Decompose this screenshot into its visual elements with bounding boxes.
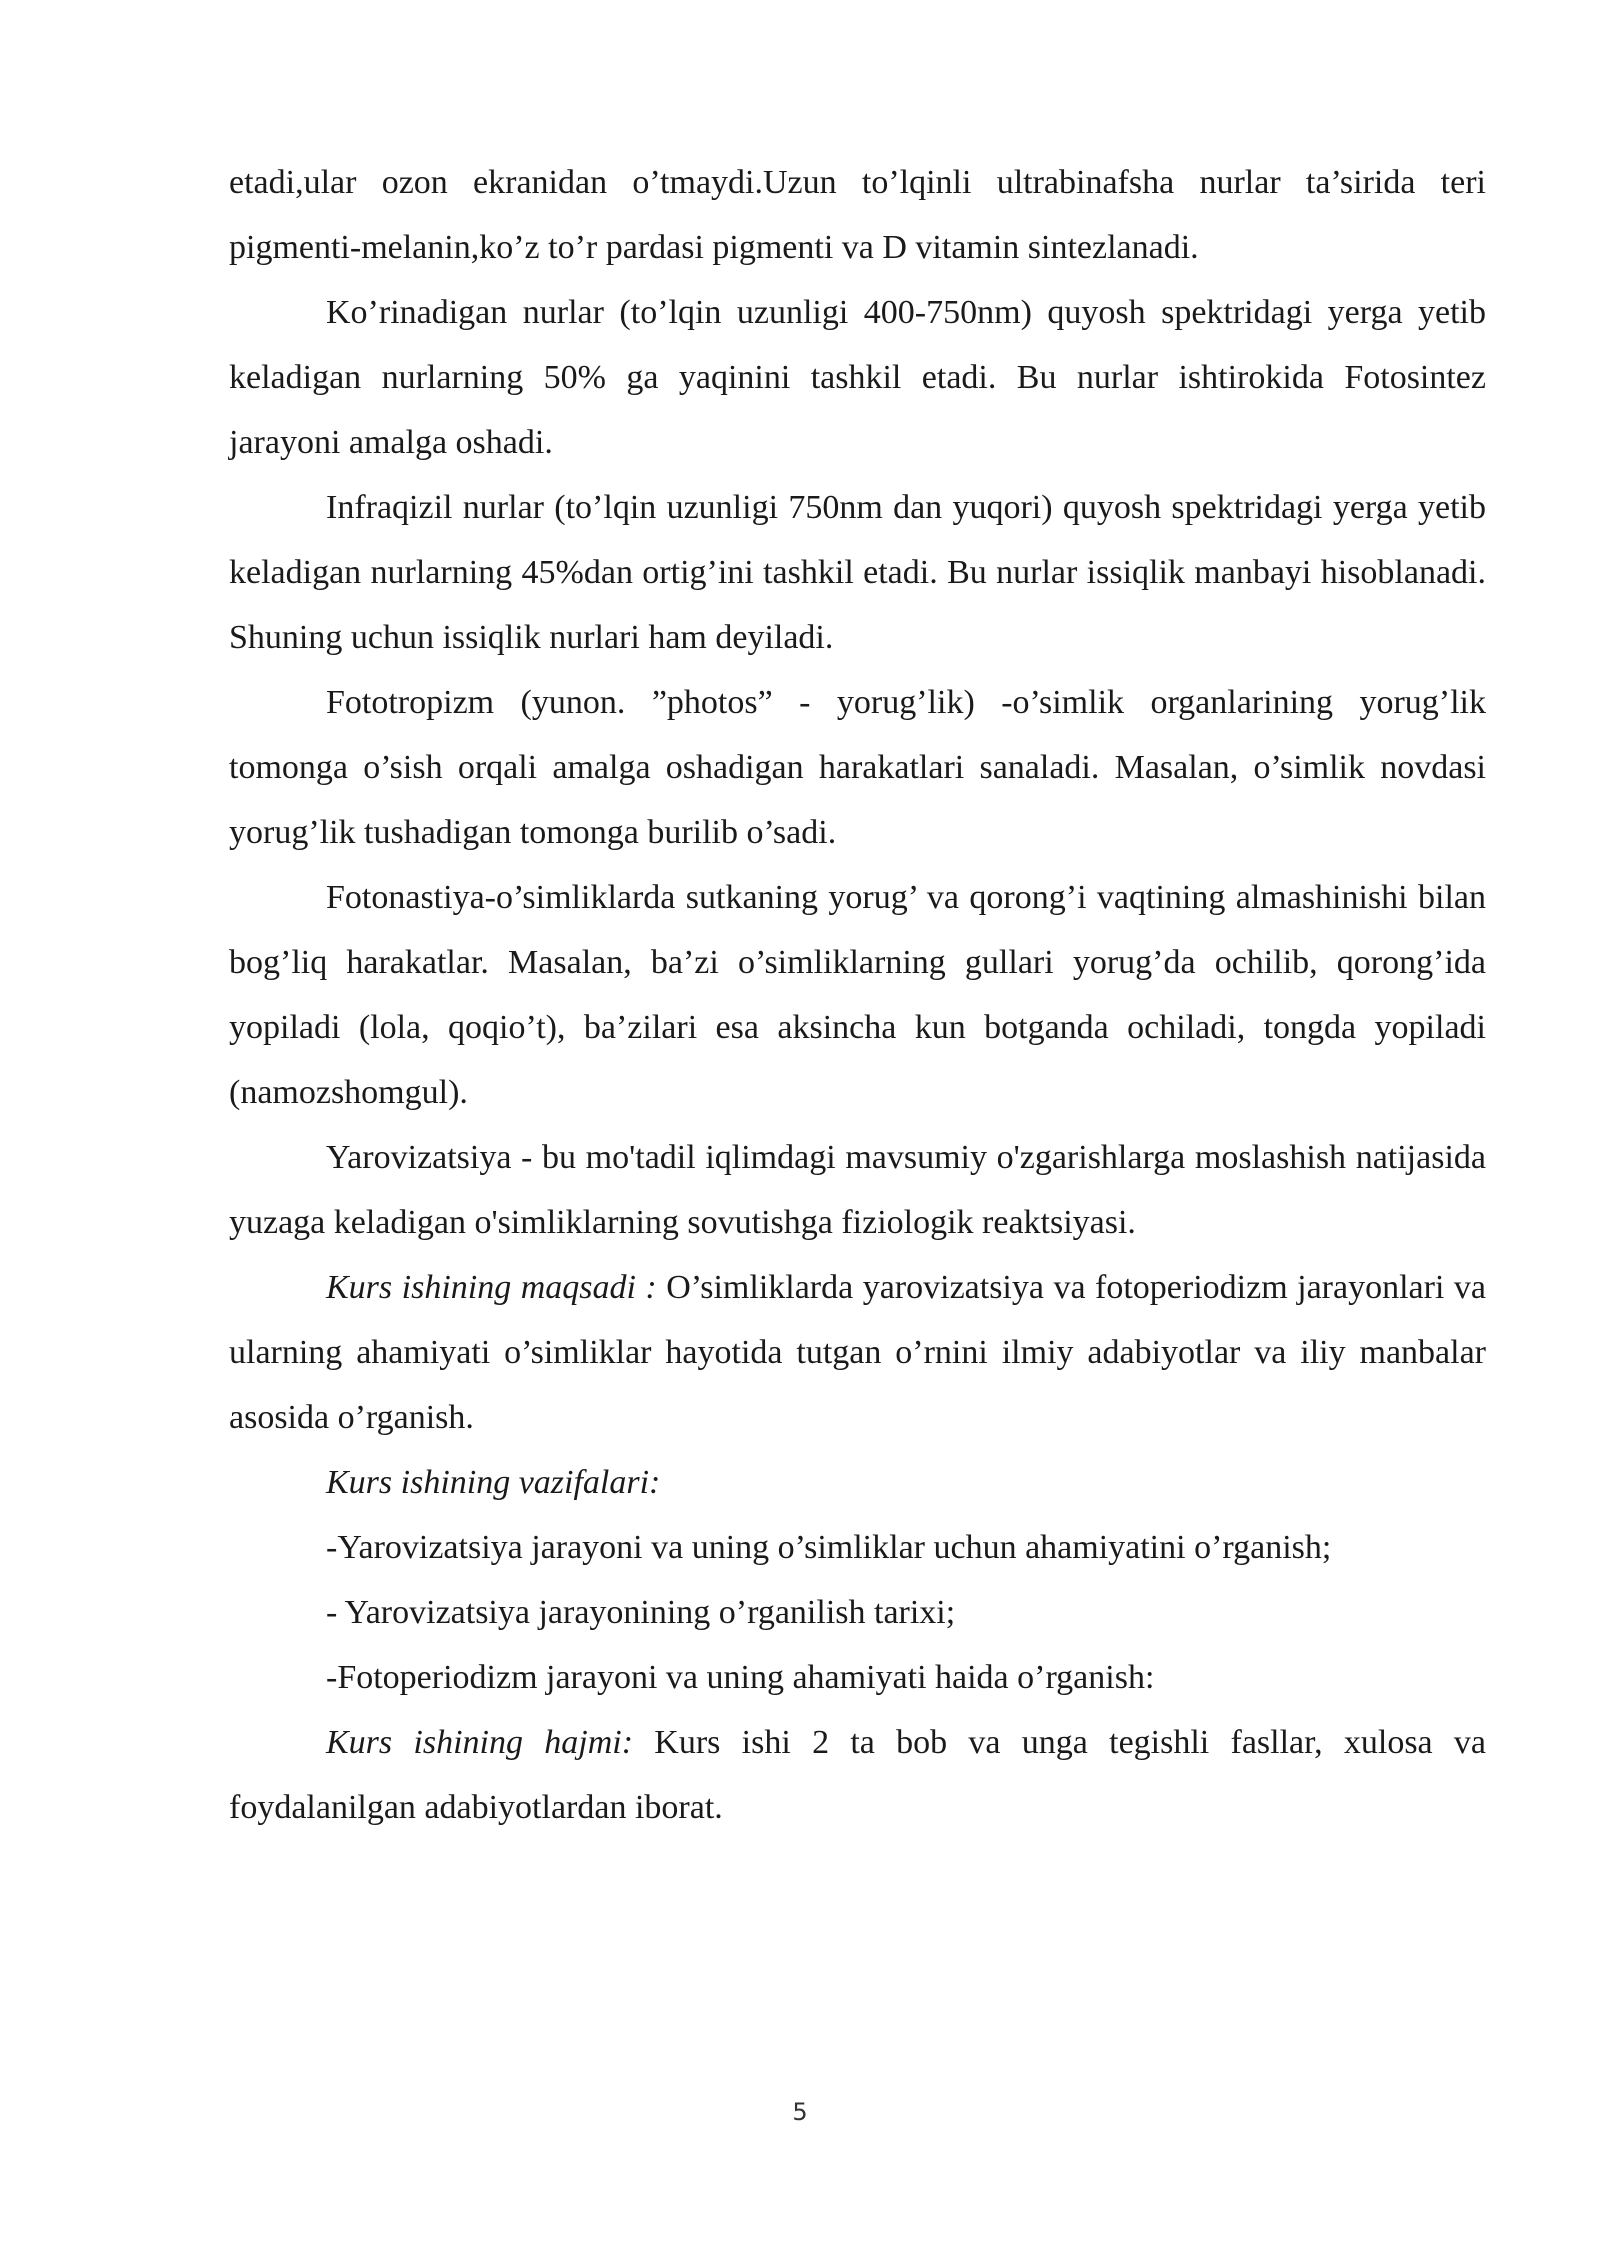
task-item: -Yarovizatsiya jarayoni va uning o’simliklar uchun ahamiyatini o’rganish; bbox=[326, 1529, 1332, 1566]
goal-label: Kurs ishining maqsadi : bbox=[326, 1269, 657, 1306]
goal-text: O’simliklarda yarovizatsiya va fotoperiodizm jarayonlari va ularning ahamiyati o’simliklar hayotida tutgan o’rnini ilmiy adabiyotlar va iliy manbalar asosida o’rganish. bbox=[229, 1269, 1486, 1436]
paragraph-goal bbox=[229, 1255, 1486, 1450]
volume-text: Kurs ishi 2 ta bob va unga tegishli fasllar, xulosa va foydalanilgan adabiyotlardan iborat. bbox=[229, 1724, 1486, 1826]
paragraph-visible-light: Ko’rinadigan nurlar (to’lqin uzunligi 400-750nm) quyosh spektridagi yerga yetib keladigan nurlarning 50% ga yaqinini tashkil etadi. Bu nurlar ishtirokida Fotosintez jarayoni amalga oshadi. bbox=[229, 294, 1486, 461]
paragraph-photonasty: Fotonastiya-o’simliklarda sutkaning yorug’ va qorong’i vaqtining almashinishi bilan bog’liq harakatlar. Masalan, ba’zi o’simliklarning gullari yorug’da ochilib, qorong’ida yopiladi (lola, qoqio’t), ba’zilari esa aksincha kun botganda ochiladi, tongda yopiladi (namozshomgul). bbox=[229, 879, 1486, 1111]
volume-label: Kurs ishining hajmi: bbox=[326, 1724, 634, 1761]
paragraph-volume bbox=[229, 1710, 1486, 1840]
paragraph-phototropism: Fototropizm (yunon. ”photos” - yorug’lik) -o’simlik organlarining yorug’lik tomonga o’sish orqali amalga oshadigan harakatlari sanaladi. Masalan, o’simlik novdasi yorug’lik tushadigan tomonga burilib o’sadi. bbox=[229, 684, 1486, 851]
paragraph-tasks-heading bbox=[229, 1450, 1486, 1515]
task-item: -Fotoperiodizm jarayoni va uning ahamiyati haida o’rganish: bbox=[326, 1659, 1155, 1696]
task-item: - Yarovizatsiya jarayonining o’rganilish tarixi; bbox=[326, 1594, 956, 1631]
paragraph-vernalization: Yarovizatsiya - bu mo'tadil iqlimdagi mavsumiy o'zgarishlarga moslashish natijasida yuzaga keladigan o'simliklarning sovutishga fiziologik reaktsiyasi. bbox=[229, 1139, 1486, 1241]
document-body bbox=[229, 150, 1486, 1840]
page-number: 5 bbox=[792, 2098, 808, 2126]
paragraph-infrared: Infraqizil nurlar (to’lqin uzunligi 750nm dan yuqori) quyosh spektridagi yerga yetib keladigan nurlarning 45%dan ortig’ini tashkil etadi. Bu nurlar issiqlik manbayi hisoblanadi. Shuning uchun issiqlik nurlari ham deyiladi. bbox=[229, 489, 1486, 656]
paragraph-uv: etadi,ular ozon ekranidan o’tmaydi.Uzun to’lqinli ultrabinafsha nurlar ta’sirida teri pigmenti-melanin,ko’z to’r pardasi pigmenti va D vitamin sintezlanadi. bbox=[229, 164, 1486, 266]
tasks-label: Kurs ishining vazifalari: bbox=[326, 1464, 661, 1501]
